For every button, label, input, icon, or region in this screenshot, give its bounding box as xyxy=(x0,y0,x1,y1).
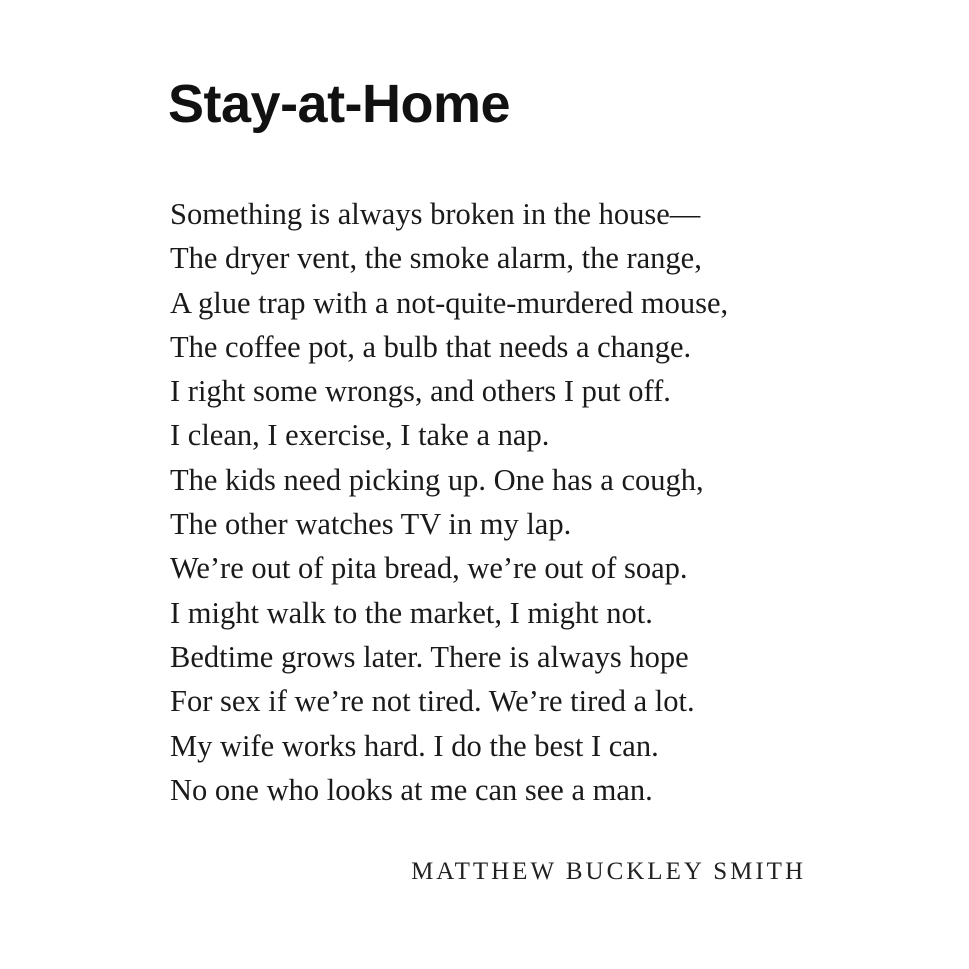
poem-line: I right some wrongs, and others I put off. xyxy=(170,374,671,409)
poem-line: The kids need picking up. One has a cough, xyxy=(170,462,704,497)
author-byline: MATTHEW BUCKLEY SMITH xyxy=(411,858,806,885)
poem-line: The other watches TV in my lap. xyxy=(170,507,572,542)
poem-line: I might walk to the market, I might not. xyxy=(170,595,653,630)
poem-line: Bedtime grows later. There is always hope xyxy=(170,639,689,674)
poem-line: Something is always broken in the house— xyxy=(170,197,701,231)
poem-line: My wife works hard. I do the best I can. xyxy=(170,728,659,763)
poem-title: Stay-at-Home xyxy=(168,74,511,134)
poem-line: A glue trap with a not-quite-murdered mouse, xyxy=(170,285,729,320)
poem-line: For sex if we’re not tired. We’re tired a lot. xyxy=(170,684,695,719)
poem-body xyxy=(170,192,728,812)
poem-line: We’re out of pita bread, we’re out of soap. xyxy=(170,551,688,586)
poem-line: The dryer vent, the smoke alarm, the range, xyxy=(170,241,702,276)
poem-line: I clean, I exercise, I take a nap. xyxy=(170,418,550,453)
poem-line: No one who looks at me can see a man. xyxy=(170,772,653,807)
poem-line: The coffee pot, a bulb that needs a change. xyxy=(170,329,692,364)
